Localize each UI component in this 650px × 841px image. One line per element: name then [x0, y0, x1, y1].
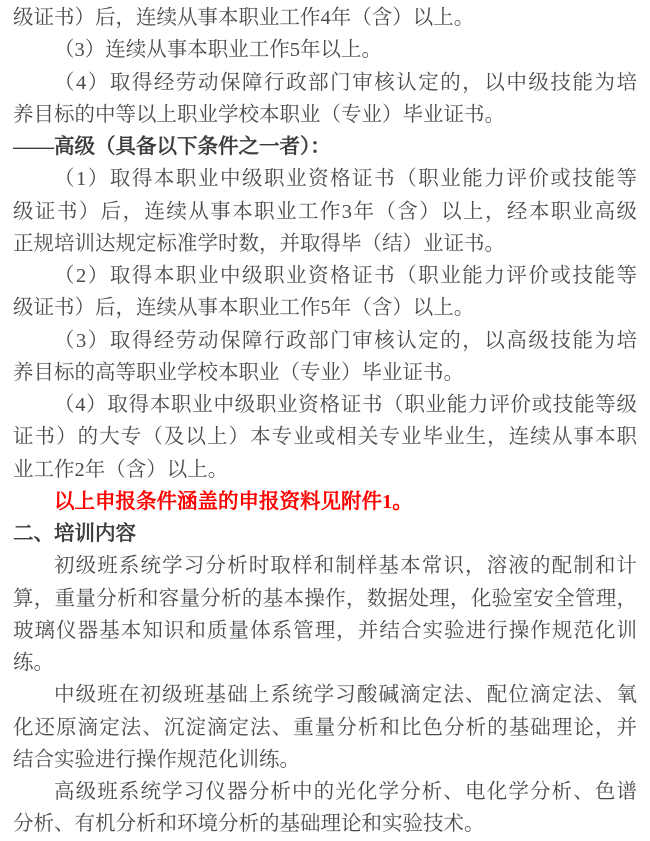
text-line: 高级班系统学习仪器分析中的光化学分析、电化学分析、色谱: [54, 781, 637, 803]
para-intermediate-class: [13, 679, 637, 776]
text-line: 化还原滴定法、沉淀滴定法、重量分析和比色分析的基础理论，并: [13, 716, 637, 739]
text-line: 养目标的中等以上职业学校本职业（专业）毕业证书。: [13, 103, 505, 126]
text-line: ——高级（具备以下条件之一者）：: [13, 136, 331, 158]
text-line: 二、培训内容: [13, 523, 136, 545]
text-line: 级证书）后，连续从事本职业工作5年（含）以上。: [13, 297, 475, 320]
para-attachment-note: [13, 486, 637, 518]
text-line: 练。: [13, 652, 54, 674]
para-advanced-cond4: [13, 389, 637, 486]
text-line: 分析、有机分析和环境分析的基础理论和实验技术。: [13, 813, 485, 836]
text-line: （4）取得经劳动保障行政部门审核认定的，以中级技能为培: [54, 71, 637, 94]
text-line: 业工作2年（含）以上。: [13, 458, 229, 481]
text-line: 级证书）后，连续从事本职业工作4年（含）以上。: [13, 7, 475, 29]
para-advanced-cond3: [13, 325, 637, 390]
para-intermediate-cond2-tail: [13, 2, 637, 34]
text-line: 初级班系统学习分析时取样和制样基本常识，溶液的配制和计: [54, 555, 637, 578]
text-line: 级证书）后，连续从事本职业工作3年（含）以上，经本职业高级: [13, 200, 637, 223]
text-line: （1）取得本职业中级职业资格证书（职业能力评价或技能等: [54, 168, 637, 191]
para-beginner-class: [13, 550, 637, 679]
para-intermediate-cond4: [13, 67, 637, 132]
heading-advanced-level: [13, 131, 637, 163]
text-line: 以上申报条件涵盖的申报资料见附件1。: [54, 490, 413, 513]
text-line: 结合实验进行操作规范化训练。: [13, 748, 300, 771]
text-line: 证书）的大专（及以上）本专业或相关专业毕业生，连续从事本职: [13, 426, 637, 449]
para-advanced-cond2: [13, 260, 637, 325]
text-line: （2）取得本职业中级职业资格证书（职业能力评价或技能等: [54, 265, 637, 287]
text-line: （3）取得经劳动保障行政部门审核认定的，以高级技能为培: [54, 329, 637, 352]
text-line: （3）连续从事本职业工作5年以上。: [54, 39, 382, 62]
para-advanced-cond1: [13, 163, 637, 260]
text-line: （4）取得本职业中级职业资格证书（职业能力评价或技能等级: [54, 394, 637, 416]
text-line: 玻璃仪器基本知识和质量体系管理，并结合实验进行操作规范化训: [13, 619, 637, 642]
para-advanced-class: [13, 776, 637, 841]
text-line: 养目标的高等职业学校本职业（专业）毕业证书。: [13, 361, 464, 384]
text-line: 算，重量分析和容量分析的基本操作，数据处理，化验室安全管理，: [13, 587, 637, 610]
heading-training-content: [13, 518, 637, 550]
para-intermediate-cond3: [13, 34, 637, 66]
text-line: 中级班在初级班基础上系统学习酸碱滴定法、配位滴定法、氧: [54, 684, 637, 707]
text-line: 正规培训达规定标准学时数，并取得毕（结）业证书。: [13, 232, 505, 255]
